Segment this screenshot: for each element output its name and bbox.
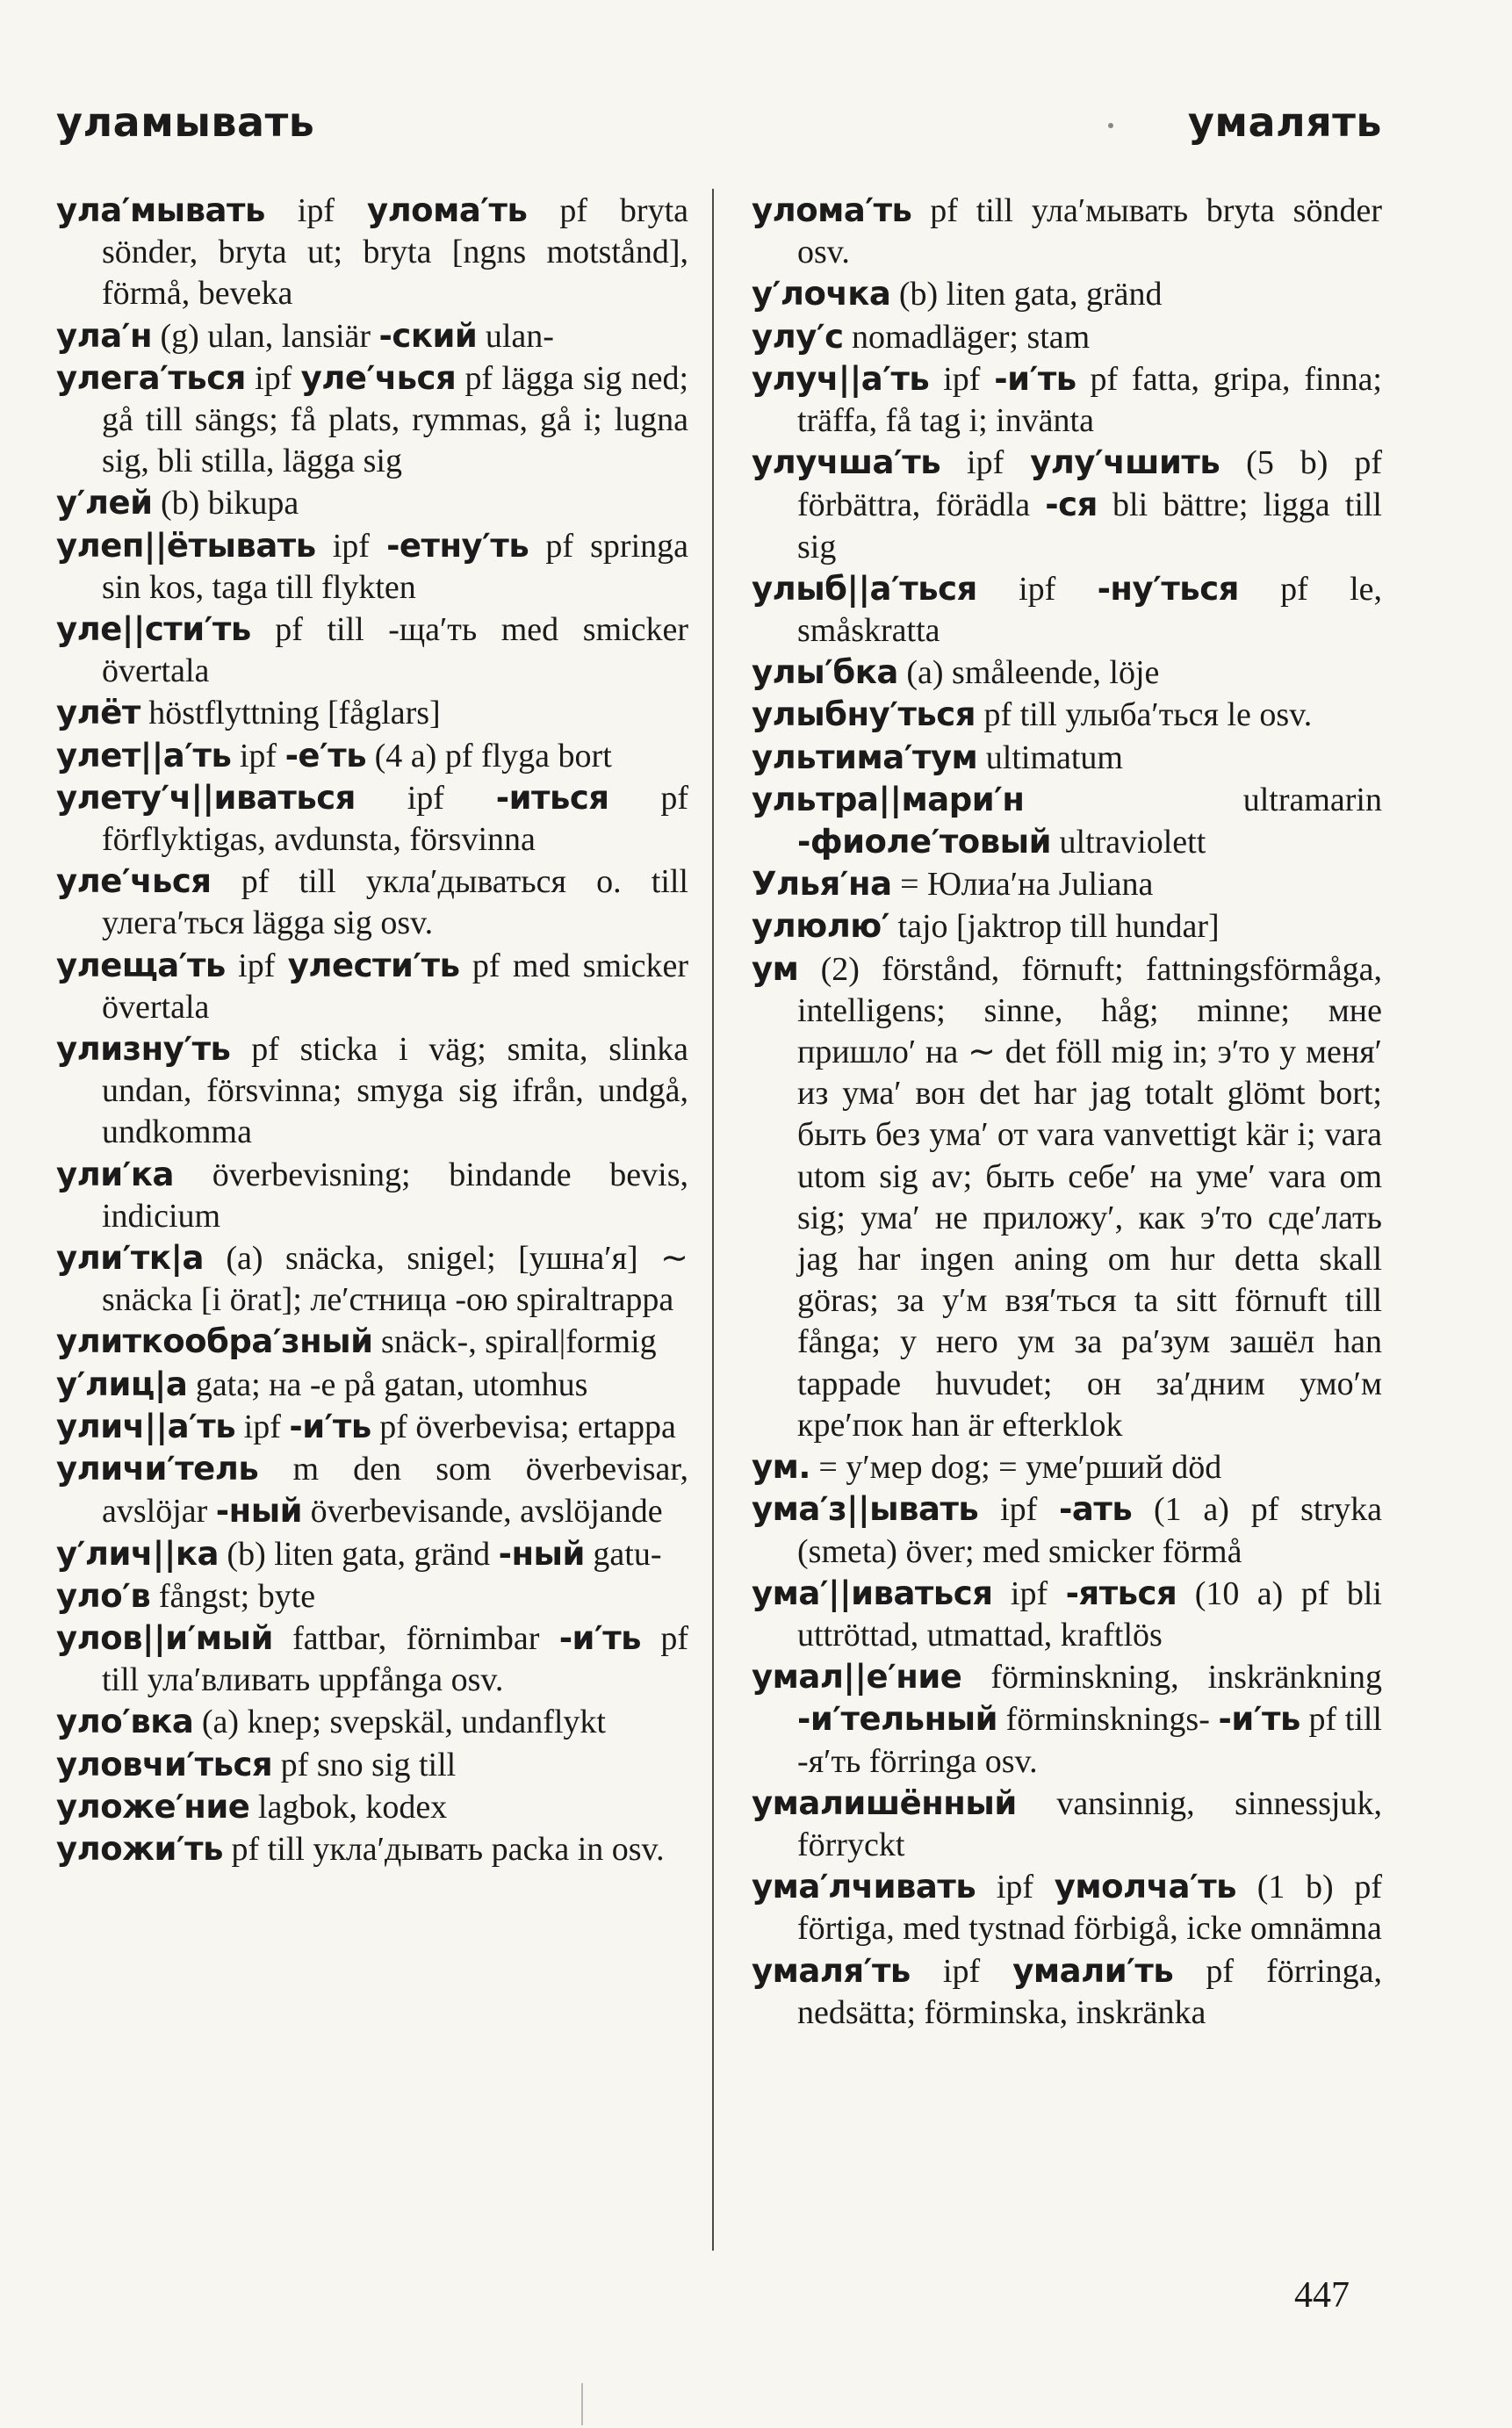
dictionary-entry xyxy=(56,1575,688,1617)
entry-headword: -иться xyxy=(495,778,609,817)
entry-definition: m den som överbevisar, avslöjar xyxy=(102,1451,688,1531)
entry-definition: (4 a) pf flyga bort xyxy=(366,737,612,775)
entry-headword: -и′ть xyxy=(289,1407,371,1445)
dictionary-entry xyxy=(56,692,688,734)
entry-definition: (a) snäcka, snigel; [ушна′я] ∼ snäcka [i örat]; ле′стница -ою spiraltrappa xyxy=(102,1240,688,1319)
entry-headword: уло′вка xyxy=(56,1703,194,1741)
entry-definition: ipf xyxy=(929,360,995,398)
entry-definition: höstflyttning [fåglars] xyxy=(140,695,441,732)
entry-definition: (a) knep; svepskäl, undanflykt xyxy=(193,1704,606,1741)
entry-headword: у′лич||ка xyxy=(56,1534,219,1573)
dictionary-entry xyxy=(56,1364,688,1406)
dictionary-entry xyxy=(56,1321,688,1363)
entry-definition: pf sticka i väg; smita, slinka undan, försvinna; smyga sig ifrån, undgå, undkomma xyxy=(102,1031,688,1151)
entry-definition: ipf xyxy=(235,1408,290,1445)
entry-definition: pf till укла′дываться o. till улега′ться lägga sig osv. xyxy=(102,863,688,942)
entry-definition: pf sno sig till xyxy=(272,1746,457,1783)
entry-headword: улов||и′мый xyxy=(56,1618,273,1657)
entry-headword: -ный xyxy=(498,1534,585,1573)
entry-headword: улету′ч||иваться xyxy=(56,778,356,817)
entry-definition: = у′мер dog; = уме′рший död xyxy=(810,1449,1222,1487)
entry-definition: (2) förstånd, förnuft; fattningsförmåga, intelligens; sinne, håg; minne; мне пришло′ на ∼ det föll mig in; э′то у меня′ из ума′ вон det har jag totalt glömt bort; быть без ума′ от vara vanvettigt kär i; vara utom sig av; быть себе′ на уме′ vara om sig; ума′ не приложу′, как э′то сде′лать jag har ingen aning om hur detta skall göras; за у′м взя′ться ta sitt förnuft till fånga; у него ум за ра′зум зашёл han tappade huvudet; он за′дним умо′м кре′пок han är efterklok xyxy=(797,950,1382,1444)
entry-definition: lagbok, kodex xyxy=(249,1788,448,1826)
entry-headword: ума′||иваться xyxy=(752,1574,993,1612)
dictionary-entry xyxy=(56,1701,688,1743)
entry-headword: -ский xyxy=(378,316,478,355)
dictionary-entry xyxy=(56,609,688,692)
entry-definition: pf till ула′мывать bryta sönder osv. xyxy=(797,192,1382,271)
dictionary-entry xyxy=(56,777,688,861)
entry-definition: ultramarin xyxy=(1024,781,1382,818)
entry-headword: у′лей xyxy=(56,484,153,522)
dictionary-entry xyxy=(752,1573,1382,1656)
dictionary-entry xyxy=(56,945,688,1028)
right-column xyxy=(752,190,1382,2034)
entry-headword: улома′ть xyxy=(752,191,912,229)
entry-definition: ipf xyxy=(225,947,288,984)
entry-definition: (b) liten gata, gränd xyxy=(218,1535,499,1573)
dictionary-entry xyxy=(752,1950,1382,2034)
dictionary-entry xyxy=(56,1154,688,1237)
dictionary-entry xyxy=(752,652,1382,694)
entry-definition: ipf xyxy=(976,1869,1055,1906)
entry-headword: улеп||ётывать xyxy=(56,526,316,565)
entry-definition: pf till ула′вливать uppfånga osv. xyxy=(102,1619,688,1699)
dictionary-entry xyxy=(56,482,688,524)
entry-definition: ultimatum xyxy=(977,738,1123,776)
dictionary-entry xyxy=(56,357,688,483)
entry-definition: (1 a) pf stryka (smeta) över; med smicker förmå xyxy=(797,1491,1382,1570)
page-number: 447 xyxy=(1294,2275,1350,2316)
entry-headword: умал||е′ние xyxy=(752,1658,962,1697)
entry-headword: -и′ть xyxy=(558,1618,642,1657)
entry-definition: överbevisande, avslöjande xyxy=(302,1493,663,1531)
entry-definition: pf till улыба′ться le osv. xyxy=(975,696,1313,734)
entry-headword: у′лочка xyxy=(752,275,891,313)
entry-definition: fattbar, förnimbar xyxy=(272,1619,559,1657)
entry-definition: pf till -я′ть förringa osv. xyxy=(797,1701,1382,1780)
dictionary-entry xyxy=(752,905,1382,947)
dictionary-entry xyxy=(56,315,688,357)
entry-definition: förminsknings- xyxy=(997,1701,1219,1739)
entry-headword: -е′ть xyxy=(284,736,367,775)
entry-definition: överbevisning; bindande bevis, indicium xyxy=(102,1156,688,1235)
entry-headword: улыбну′ться xyxy=(752,695,976,734)
entry-headword: умали′ть xyxy=(1012,1951,1174,1990)
dictionary-entry xyxy=(752,863,1382,905)
dictionary-entry xyxy=(752,273,1382,315)
entry-definition: bli bättre; ligga till sig xyxy=(797,486,1382,566)
entry-headword: улести′ть xyxy=(287,946,460,984)
entry-headword: улизну′ть xyxy=(56,1030,231,1069)
dictionary-entry xyxy=(56,1828,688,1870)
entry-headword: ула′н xyxy=(56,316,153,355)
entry-definition: ipf xyxy=(978,1491,1060,1529)
entry-headword: умалишённый xyxy=(752,1783,1017,1822)
entry-headword: улу′с xyxy=(752,317,844,356)
entry-headword: улет||а′ть xyxy=(56,736,232,775)
entry-definition: pf fatta, gripa, finna; träffa, få tag i; invänta xyxy=(797,360,1382,440)
entry-headword: уложе′ние xyxy=(56,1787,250,1826)
entry-headword: ули′тк|а xyxy=(56,1239,204,1278)
entry-headword: улыб||а′ться xyxy=(752,569,977,608)
dictionary-entry xyxy=(56,525,688,609)
entry-definition: ipf xyxy=(231,737,285,775)
dictionary-entry xyxy=(56,1406,688,1448)
dictionary-entry xyxy=(56,735,688,777)
entry-headword: уле′чься xyxy=(300,358,457,397)
entry-headword: ультима′тум xyxy=(752,738,978,776)
entry-headword: ультра||мари′н xyxy=(752,780,1025,818)
column-divider xyxy=(712,189,714,2251)
entry-definition: nomadläger; stam xyxy=(843,318,1091,356)
entry-definition: (b) bikupa xyxy=(152,485,299,522)
entry-headword: улеща′ть xyxy=(56,946,226,984)
entry-headword: улич||а′ть xyxy=(56,1407,236,1445)
entry-definition: pf förringa, nedsätta; förminska, inskränka xyxy=(797,1952,1383,2031)
dictionary-entry xyxy=(752,442,1382,568)
dictionary-entry xyxy=(752,190,1382,273)
entry-definition: pf med smicker övertala xyxy=(102,947,688,1026)
entry-definition: ipf xyxy=(264,192,367,229)
entry-definition: pf springa sin kos, taga till flykten xyxy=(102,527,688,606)
entry-definition: (b) liten gata, gränd xyxy=(890,276,1163,313)
entry-headword: -фиоле′товый xyxy=(797,823,1052,861)
dictionary-entry xyxy=(56,1617,688,1701)
dictionary-entry xyxy=(752,1866,1382,1949)
entry-headword: улу′чшить xyxy=(1030,443,1220,482)
entry-definition: ipf xyxy=(976,570,1098,608)
entry-headword: уличи′тель xyxy=(56,1450,259,1488)
entry-definition: gatu- xyxy=(584,1535,662,1573)
entry-headword: у′лиц|а xyxy=(56,1365,188,1403)
entry-definition: (1 b) pf förtiga, med tystnad förbigå, icke omnämna xyxy=(797,1869,1382,1948)
entry-headword: улы′бка xyxy=(752,653,898,692)
gutter-mark xyxy=(581,2383,583,2425)
entry-headword: ум xyxy=(752,949,799,988)
entry-headword: Улья′на xyxy=(752,865,892,904)
entry-headword: улуч||а′ть xyxy=(752,359,930,398)
entry-headword: ума′лчивать xyxy=(752,1868,976,1906)
dictionary-entry xyxy=(752,316,1382,358)
entry-definition: vansinnig, sinnessjuk, förryckt xyxy=(797,1784,1382,1863)
dictionary-entry xyxy=(752,1656,1382,1783)
entry-headword: -ну′ться xyxy=(1097,569,1239,608)
entry-definition: gata; на -е på gatan, utomhus xyxy=(187,1365,588,1403)
entry-headword: уловчи′ться xyxy=(56,1745,273,1783)
dictionary-entry xyxy=(752,948,1382,1446)
entry-headword: ум. xyxy=(752,1448,810,1487)
dictionary-entry xyxy=(56,1028,688,1154)
entry-headword: -ать xyxy=(1059,1490,1133,1529)
dictionary-entry xyxy=(752,1446,1382,1488)
entry-definition: ipf xyxy=(940,444,1031,482)
entry-definition: pf lägga sig ned; gå till sängs; få plats, rymmas, gå i; lugna sig, bli stilla, lägga sig xyxy=(102,359,688,480)
left-column xyxy=(56,190,688,1870)
entry-headword: ули′ка xyxy=(56,1155,174,1193)
entry-definition: ipf xyxy=(245,359,301,397)
entry-definition: pf till укла′дывать packa in osv. xyxy=(222,1830,665,1868)
entry-definition: pf till -ща′ть med smicker övertala xyxy=(102,611,688,690)
entry-definition: ipf xyxy=(315,527,387,565)
entry-definition: ultraviolett xyxy=(1051,824,1206,861)
entry-definition: pf le, småskratta xyxy=(797,570,1383,650)
running-head-right: умалять xyxy=(1187,98,1382,146)
entry-headword: улиткообра′зный xyxy=(56,1322,373,1361)
entry-headword: улома′ть xyxy=(366,191,528,229)
entry-headword: -и′ть xyxy=(994,359,1076,398)
dictionary-entry xyxy=(752,779,1382,863)
entry-definition: pf bryta sönder, bryta ut; bryta [ngns motstånd], förmå, beveka xyxy=(102,192,688,313)
entry-headword: уложи′ть xyxy=(56,1829,223,1868)
entry-headword: ума′з||ывать xyxy=(752,1490,979,1529)
entry-headword: -ный xyxy=(215,1492,303,1531)
dictionary-entry xyxy=(56,1744,688,1786)
entry-definition: pf överbevisa; ertappa xyxy=(371,1408,676,1445)
entry-definition: pf förflyktigas, avdunsta, försvinna xyxy=(102,779,689,859)
entry-headword: -ся xyxy=(1045,486,1098,524)
entry-headword: умаля′ть xyxy=(752,1951,911,1990)
entry-definition: ulan- xyxy=(477,317,554,355)
entry-headword: уло′в xyxy=(56,1576,151,1615)
running-head-left: уламывать xyxy=(56,98,315,146)
dictionary-entry xyxy=(56,1237,688,1321)
entry-definition: (10 a) pf bli uttröttad, utmattad, kraftlös xyxy=(797,1574,1382,1653)
dictionary-entry xyxy=(56,861,688,944)
entry-headword: -и′тельный xyxy=(797,1700,998,1739)
entry-definition: tajo [jaktrop till hundar] xyxy=(889,908,1220,946)
entry-headword: -етну′ть xyxy=(386,526,529,565)
dictionary-entry xyxy=(56,1448,688,1532)
entry-definition: ipf xyxy=(355,779,496,817)
header-dot xyxy=(1108,123,1113,128)
dictionary-entry xyxy=(56,1786,688,1828)
dictionary-entry xyxy=(752,1783,1382,1866)
entry-definition: (a) småleende, löje xyxy=(897,654,1160,692)
dictionary-entry xyxy=(56,1533,688,1575)
entry-headword: улёт xyxy=(56,694,140,732)
entry-definition: fångst; byte xyxy=(150,1577,316,1615)
entry-headword: -яться xyxy=(1065,1574,1177,1612)
entry-definition: snäck-, spiral|formig xyxy=(372,1323,657,1361)
entry-headword: улега′ться xyxy=(56,358,246,397)
entry-definition: = Юлиа′на Juliana xyxy=(891,866,1154,904)
entry-headword: ула′мывать xyxy=(56,191,265,229)
entry-definition: (g) ulan, lansiär xyxy=(152,317,379,355)
dictionary-entry xyxy=(752,358,1382,442)
dictionary-entry xyxy=(56,190,688,315)
entry-headword: уле||сти′ть xyxy=(56,610,251,649)
entry-definition: ipf xyxy=(992,1574,1066,1612)
entry-headword: уле′чься xyxy=(56,862,212,901)
dictionary-entry xyxy=(752,737,1382,779)
entry-definition: förminskning, inskränkning xyxy=(961,1659,1382,1697)
entry-definition: ipf xyxy=(910,1952,1013,1990)
entry-headword: -и′ть xyxy=(1218,1700,1300,1739)
entry-headword: улюлю′ xyxy=(752,907,890,946)
dictionary-entry xyxy=(752,568,1382,652)
entry-headword: улучша′ть xyxy=(752,443,941,482)
entry-definition: (5 b) pf förbättra, förädla xyxy=(797,444,1382,524)
dictionary-entry xyxy=(752,694,1382,736)
dictionary-entry xyxy=(752,1488,1382,1572)
entry-headword: умолча′ть xyxy=(1054,1868,1237,1906)
